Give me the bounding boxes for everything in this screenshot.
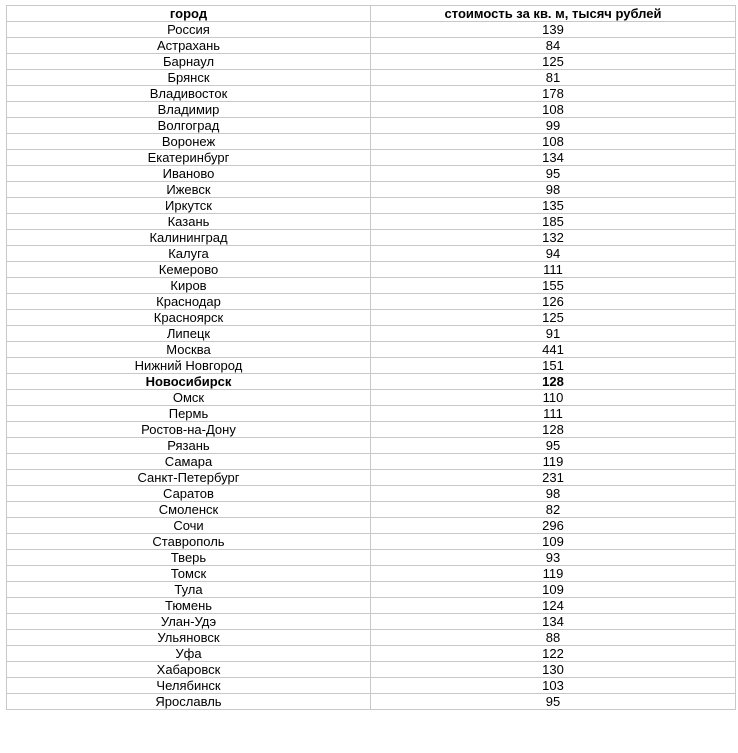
price-cell: 93: [371, 550, 736, 566]
table-row: [7, 630, 736, 646]
price-cell: 125: [371, 310, 736, 326]
price-cell: 134: [371, 150, 736, 166]
price-cell: 132: [371, 230, 736, 246]
city-cell: Тюмень: [7, 598, 371, 614]
city-cell: Екатеринбург: [7, 150, 371, 166]
table-row: [7, 422, 736, 438]
city-cell: Нижний Новгород: [7, 358, 371, 374]
city-cell: Тверь: [7, 550, 371, 566]
city-cell: Тула: [7, 582, 371, 598]
city-cell: Воронеж: [7, 134, 371, 150]
city-cell: Томск: [7, 566, 371, 582]
header-city: город: [7, 6, 371, 22]
price-cell: 178: [371, 86, 736, 102]
table-row: [7, 102, 736, 118]
price-cell: 95: [371, 438, 736, 454]
table-row: [7, 70, 736, 86]
table-row: [7, 246, 736, 262]
price-cell: 82: [371, 502, 736, 518]
price-cell: 94: [371, 246, 736, 262]
table-row: [7, 582, 736, 598]
city-cell: Сочи: [7, 518, 371, 534]
price-cell: 441: [371, 342, 736, 358]
price-cell: 139: [371, 22, 736, 38]
city-cell: Киров: [7, 278, 371, 294]
city-cell: Владимир: [7, 102, 371, 118]
city-cell: Ульяновск: [7, 630, 371, 646]
price-cell: 99: [371, 118, 736, 134]
price-cell: 119: [371, 454, 736, 470]
table-row: [7, 22, 736, 38]
price-cell: 128: [371, 374, 736, 390]
table-row: [7, 230, 736, 246]
table-body: [7, 22, 736, 710]
price-cell: 109: [371, 582, 736, 598]
price-cell: 126: [371, 294, 736, 310]
table-row: [7, 326, 736, 342]
table-row: [7, 38, 736, 54]
table-row: [7, 118, 736, 134]
table-row: [7, 294, 736, 310]
table-row: [7, 358, 736, 374]
table-row: [7, 262, 736, 278]
price-cell: 110: [371, 390, 736, 406]
city-cell: Пермь: [7, 406, 371, 422]
price-cell: 111: [371, 262, 736, 278]
price-cell: 84: [371, 38, 736, 54]
table-row: [7, 134, 736, 150]
city-cell: Улан-Удэ: [7, 614, 371, 630]
city-cell: Калуга: [7, 246, 371, 262]
city-cell: Хабаровск: [7, 662, 371, 678]
city-cell: Самара: [7, 454, 371, 470]
city-cell: Краснодар: [7, 294, 371, 310]
table-row: [7, 342, 736, 358]
price-cell: 119: [371, 566, 736, 582]
price-cell: 108: [371, 102, 736, 118]
table-row: [7, 150, 736, 166]
table-row: [7, 406, 736, 422]
city-cell: Красноярск: [7, 310, 371, 326]
city-cell: Ставрополь: [7, 534, 371, 550]
table-row: [7, 470, 736, 486]
city-cell: Челябинск: [7, 678, 371, 694]
table-row: [7, 678, 736, 694]
table-row: [7, 694, 736, 710]
price-cell: 296: [371, 518, 736, 534]
table-row: [7, 198, 736, 214]
table-row: [7, 598, 736, 614]
city-cell: Омск: [7, 390, 371, 406]
city-cell: Новосибирск: [7, 374, 371, 390]
price-cell: 155: [371, 278, 736, 294]
city-cell: Санкт-Петербург: [7, 470, 371, 486]
table-row: [7, 550, 736, 566]
city-cell: Россия: [7, 22, 371, 38]
price-cell: 151: [371, 358, 736, 374]
table-header-row: [7, 6, 736, 22]
city-cell: Брянск: [7, 70, 371, 86]
price-cell: 185: [371, 214, 736, 230]
price-cell: 135: [371, 198, 736, 214]
table-row: [7, 182, 736, 198]
city-cell: Иркутск: [7, 198, 371, 214]
table-row: [7, 438, 736, 454]
table-row: [7, 54, 736, 70]
price-cell: 130: [371, 662, 736, 678]
price-cell: 103: [371, 678, 736, 694]
price-cell: 122: [371, 646, 736, 662]
city-cell: Саратов: [7, 486, 371, 502]
header-price: стоимость за кв. м, тысяч рублей: [371, 6, 736, 22]
table-row: [7, 502, 736, 518]
table-row: [7, 390, 736, 406]
price-cell: 81: [371, 70, 736, 86]
city-cell: Калининград: [7, 230, 371, 246]
price-cell: 95: [371, 694, 736, 710]
city-cell: Липецк: [7, 326, 371, 342]
table-row: [7, 486, 736, 502]
city-cell: Ярославль: [7, 694, 371, 710]
table-row: [7, 166, 736, 182]
price-cell: 134: [371, 614, 736, 630]
city-cell: Волгоград: [7, 118, 371, 134]
table-row: [7, 566, 736, 582]
table-row: [7, 278, 736, 294]
table-row: [7, 214, 736, 230]
city-cell: Рязань: [7, 438, 371, 454]
table-row: [7, 614, 736, 630]
price-cell: 128: [371, 422, 736, 438]
table-row: [7, 374, 736, 390]
city-cell: Кемерово: [7, 262, 371, 278]
price-cell: 95: [371, 166, 736, 182]
price-cell: 124: [371, 598, 736, 614]
city-cell: Иваново: [7, 166, 371, 182]
city-cell: Казань: [7, 214, 371, 230]
table-row: [7, 86, 736, 102]
city-cell: Москва: [7, 342, 371, 358]
city-cell: Барнаул: [7, 54, 371, 70]
city-cell: Астрахань: [7, 38, 371, 54]
city-cell: Ижевск: [7, 182, 371, 198]
city-cell: Уфа: [7, 646, 371, 662]
table-row: [7, 662, 736, 678]
price-cell: 111: [371, 406, 736, 422]
price-cell: 109: [371, 534, 736, 550]
price-cell: 88: [371, 630, 736, 646]
table-row: [7, 518, 736, 534]
city-cell: Смоленск: [7, 502, 371, 518]
table-row: [7, 454, 736, 470]
city-cell: Владивосток: [7, 86, 371, 102]
price-table: [6, 5, 736, 710]
price-cell: 108: [371, 134, 736, 150]
price-cell: 231: [371, 470, 736, 486]
price-cell: 91: [371, 326, 736, 342]
table-row: [7, 534, 736, 550]
price-cell: 98: [371, 486, 736, 502]
table-row: [7, 646, 736, 662]
price-cell: 98: [371, 182, 736, 198]
price-cell: 125: [371, 54, 736, 70]
table-row: [7, 310, 736, 326]
city-cell: Ростов-на-Дону: [7, 422, 371, 438]
